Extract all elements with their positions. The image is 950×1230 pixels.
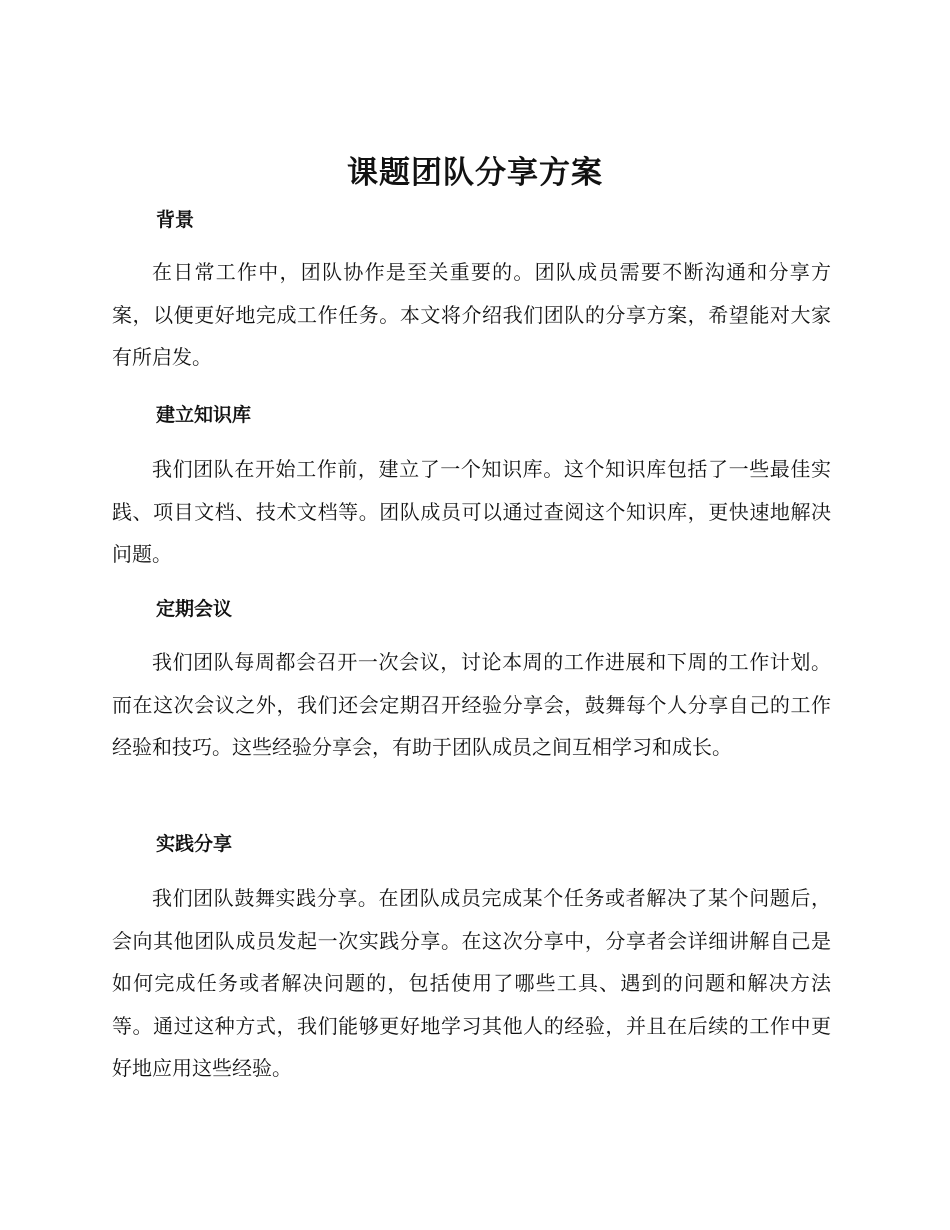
section-heading-knowledge-base: 建立知识库	[156, 404, 252, 426]
document-title: 课题团队分享方案	[347, 155, 603, 191]
section-body-knowledge-base: 我们团队在开始工作前，建立了一个知识库。这个知识库包括了一些最佳实践、项目文档、技术文档等。团队成员可以通过查阅这个知识库，更快速地解决问题。	[112, 457, 831, 566]
section-body-regular-meetings: 我们团队每周都会召开一次会议，讨论本周的工作进展和下周的工作计划。而在这次会议之外，我们还会定期召开经验分享会，鼓舞每个人分享自己的工作经验和技巧。这些经验分享会，有助于团队成员之间互相学习和成长。	[112, 650, 831, 759]
section-heading-practice-sharing: 实践分享	[156, 833, 233, 855]
section-body-background: 在日常工作中，团队协作是至关重要的。团队成员需要不断沟通和分享方案，以便更好地完成工作任务。本文将介绍我们团队的分享方案，希望能对大家有所启发。	[112, 260, 831, 369]
section-body-practice-sharing: 我们团队鼓舞实践分享。在团队成员完成某个任务或者解决了某个问题后，会向其他团队成员发起一次实践分享。在这次分享中，分享者会详细讲解自己是如何完成任务或者解决问题的，包括使用了哪些工具、遇到的问题和解决方法等。通过这种方式，我们能够更好地学习其他人的经验，并且在后续的工作中更好地应用这些经验。	[112, 886, 831, 1080]
section-heading-regular-meetings: 定期会议	[156, 598, 233, 620]
section-heading-background: 背景	[156, 209, 195, 231]
